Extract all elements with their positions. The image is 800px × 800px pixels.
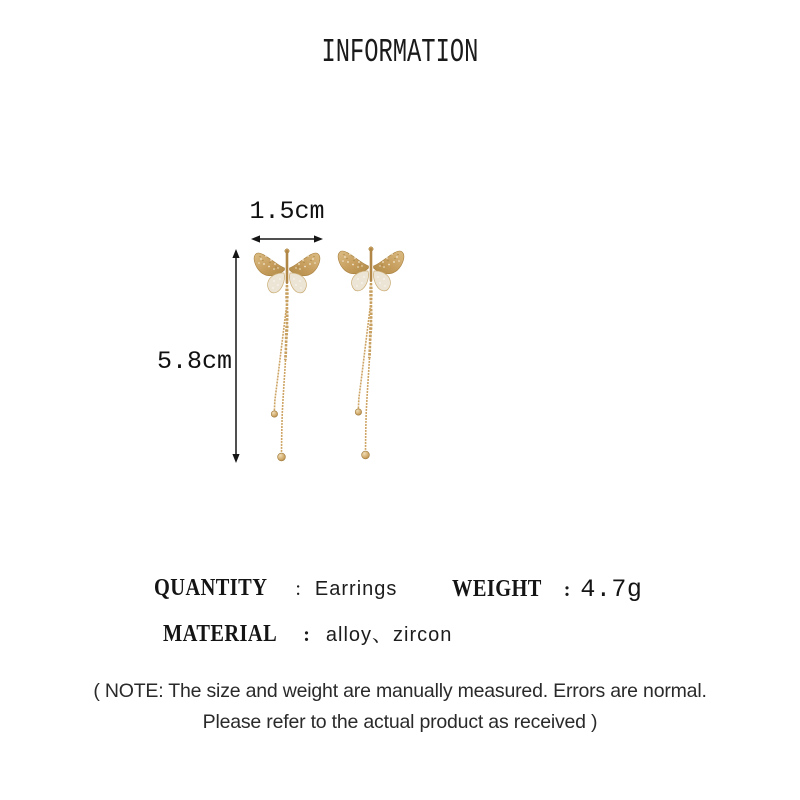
weight-label: WEIGHT (452, 576, 542, 602)
earring-left (254, 249, 320, 461)
material-label: MATERIAL (163, 621, 278, 647)
spec-weight (452, 575, 642, 604)
spec-quantity (154, 575, 397, 602)
quantity-colon: : (295, 578, 301, 600)
weight-value: 4.7g (580, 575, 643, 604)
page-title-text: INFORMATION (321, 34, 479, 71)
earring-right (338, 247, 404, 459)
note-line-2: Please refer to the actual product as received ) (202, 711, 598, 733)
material-value: alloy、zircon (325, 624, 453, 646)
quantity-value: Earrings (314, 578, 398, 600)
quantity-label: QUANTITY (154, 575, 268, 601)
page-title (0, 34, 800, 71)
width-dimension-label: 1.5cm (249, 197, 325, 226)
note-line-1: ( NOTE: The size and weight are manually measured. Errors are normal. (93, 680, 707, 702)
height-dimension-label: 5.8cm (156, 347, 232, 376)
material-colon: : (303, 624, 310, 646)
spec-material (163, 618, 452, 648)
product-image-earrings (240, 244, 462, 466)
note-text (0, 676, 800, 738)
weight-colon: : (563, 579, 571, 601)
